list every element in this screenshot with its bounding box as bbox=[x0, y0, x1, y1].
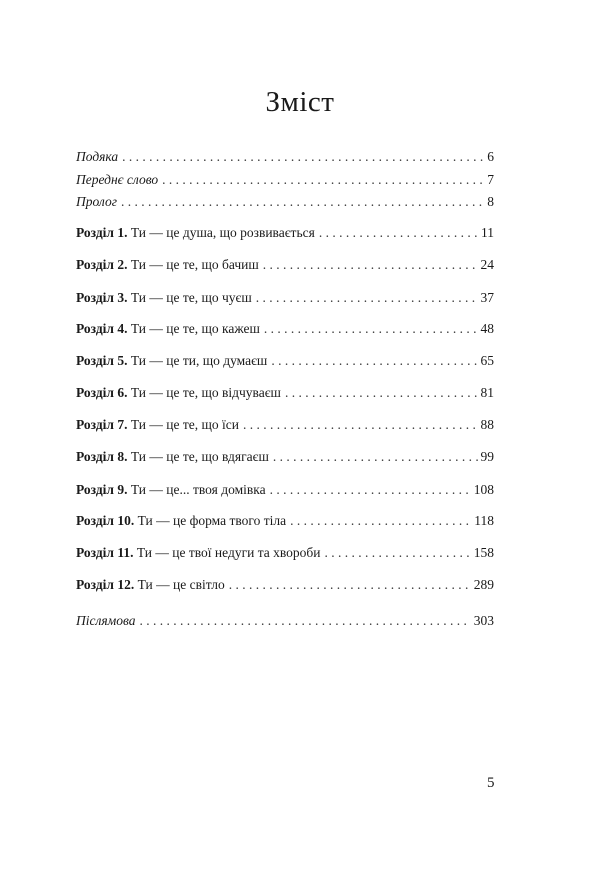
toc-entry-label bbox=[76, 289, 252, 307]
leader-dots bbox=[140, 612, 471, 630]
toc-entry-page: 118 bbox=[474, 513, 494, 528]
toc-entry-page: 11 bbox=[481, 225, 494, 240]
chapter-number: Розділ 8. bbox=[76, 449, 128, 464]
toc-entry-page: 6 bbox=[487, 149, 494, 164]
chapter-title: Ти — це ти, що думаєш bbox=[130, 353, 268, 368]
toc-entry-chapter-2[interactable] bbox=[76, 256, 494, 274]
toc-entry-page: 108 bbox=[473, 482, 494, 497]
chapter-number: Розділ 6. bbox=[76, 385, 128, 400]
toc-entry-page: 99 bbox=[480, 449, 494, 464]
leader-dots bbox=[271, 352, 477, 370]
toc-entry-chapter-8[interactable] bbox=[76, 448, 494, 466]
toc-entry-chapter-1[interactable] bbox=[76, 224, 494, 242]
chapter-title: Ти — це те, що кажеш bbox=[130, 321, 260, 336]
toc-entry-label: Післямова bbox=[76, 613, 136, 628]
chapter-number: Розділ 5. bbox=[76, 353, 128, 368]
toc-entry-chapter-7[interactable] bbox=[76, 416, 494, 434]
toc-entry-chapter-5[interactable] bbox=[76, 352, 494, 370]
leader-dots bbox=[122, 148, 484, 166]
toc-entry-label bbox=[76, 256, 259, 274]
toc-entry-chapter-6[interactable] bbox=[76, 384, 494, 402]
chapter-number: Розділ 12. bbox=[76, 577, 135, 592]
leader-dots bbox=[263, 256, 478, 274]
toc-entry-afterword[interactable] bbox=[76, 612, 494, 630]
chapter-title: Ти — це те, що відчуваєш bbox=[130, 385, 281, 400]
chapter-number: Розділ 7. bbox=[76, 417, 128, 432]
toc-entry-chapter-3[interactable] bbox=[76, 289, 494, 307]
toc-entry-chapter-10[interactable] bbox=[76, 512, 494, 530]
chapter-title: Ти — це твої недуги та хвороби bbox=[136, 545, 321, 560]
chapter-title: Ти — це душа, що розвивається bbox=[130, 225, 315, 240]
toc-entry-label bbox=[76, 384, 281, 402]
leader-dots bbox=[270, 481, 471, 499]
leader-dots bbox=[243, 416, 478, 434]
toc-entry-page: 65 bbox=[480, 353, 494, 368]
toc-entry-prologue[interactable] bbox=[76, 193, 494, 211]
toc-entry-chapter-12[interactable] bbox=[76, 576, 494, 594]
chapter-title: Ти — це форма твого тіла bbox=[137, 513, 287, 528]
chapter-number: Розділ 10. bbox=[76, 513, 135, 528]
leader-dots bbox=[256, 289, 478, 307]
leader-dots bbox=[273, 448, 478, 466]
chapter-number: Розділ 4. bbox=[76, 321, 128, 336]
chapter-title: Ти — це те, що їси bbox=[130, 417, 239, 432]
toc-entry-page: 158 bbox=[473, 545, 494, 560]
toc-entry-page: 24 bbox=[480, 257, 494, 272]
page-number: 5 bbox=[487, 775, 495, 791]
chapter-number: Розділ 2. bbox=[76, 257, 128, 272]
toc-entry-page: 88 bbox=[480, 417, 494, 432]
toc-entry-label: Подяка bbox=[76, 149, 119, 164]
chapter-title: Ти — це... твоя домівка bbox=[130, 482, 266, 497]
leader-dots bbox=[162, 171, 484, 189]
toc-entry-label: Переднє слово bbox=[76, 172, 159, 187]
toc-entry-page: 81 bbox=[480, 385, 494, 400]
chapter-title: Ти — це те, що вдягаєш bbox=[130, 449, 269, 464]
toc-entry-acknowledgements[interactable] bbox=[76, 148, 494, 166]
leader-dots bbox=[319, 224, 478, 242]
toc-entry-label bbox=[76, 448, 269, 466]
toc-entry-page: 289 bbox=[473, 577, 494, 592]
toc-entry-page: 303 bbox=[473, 613, 494, 628]
toc-entry-chapter-4[interactable] bbox=[76, 320, 494, 338]
toc-entry-label bbox=[76, 352, 267, 370]
chapter-number: Розділ 11. bbox=[76, 545, 134, 560]
toc-entry-label bbox=[76, 416, 239, 434]
toc-entry-label bbox=[76, 224, 315, 242]
toc-entry-label: Пролог bbox=[76, 194, 117, 209]
toc-entry-page: 48 bbox=[480, 321, 494, 336]
chapter-number: Розділ 3. bbox=[76, 290, 128, 305]
chapter-title: Ти — це те, що чуєш bbox=[130, 290, 252, 305]
toc-entry-label bbox=[76, 320, 260, 338]
toc-entry-label bbox=[76, 512, 286, 530]
toc-entry-chapter-11[interactable] bbox=[76, 544, 494, 562]
toc-entry-page: 7 bbox=[487, 172, 494, 187]
chapter-title: Ти — це те, що бачиш bbox=[130, 257, 259, 272]
chapter-number: Розділ 1. bbox=[76, 225, 128, 240]
toc-entry-page: 8 bbox=[487, 194, 494, 209]
leader-dots bbox=[285, 384, 478, 402]
toc-entry-foreword[interactable] bbox=[76, 171, 494, 189]
leader-dots bbox=[121, 193, 484, 211]
leader-dots bbox=[290, 512, 471, 530]
toc-entry-chapter-9[interactable] bbox=[76, 481, 494, 499]
leader-dots bbox=[264, 320, 478, 338]
page-title: Зміст bbox=[265, 86, 335, 118]
toc-entry-label bbox=[76, 544, 321, 562]
chapter-title: Ти — це світло bbox=[137, 577, 225, 592]
chapter-number: Розділ 9. bbox=[76, 482, 128, 497]
leader-dots bbox=[229, 576, 471, 594]
toc-entry-page: 37 bbox=[480, 290, 494, 305]
leader-dots bbox=[325, 544, 471, 562]
toc-entry-label bbox=[76, 481, 266, 499]
toc-entry-label bbox=[76, 576, 225, 594]
